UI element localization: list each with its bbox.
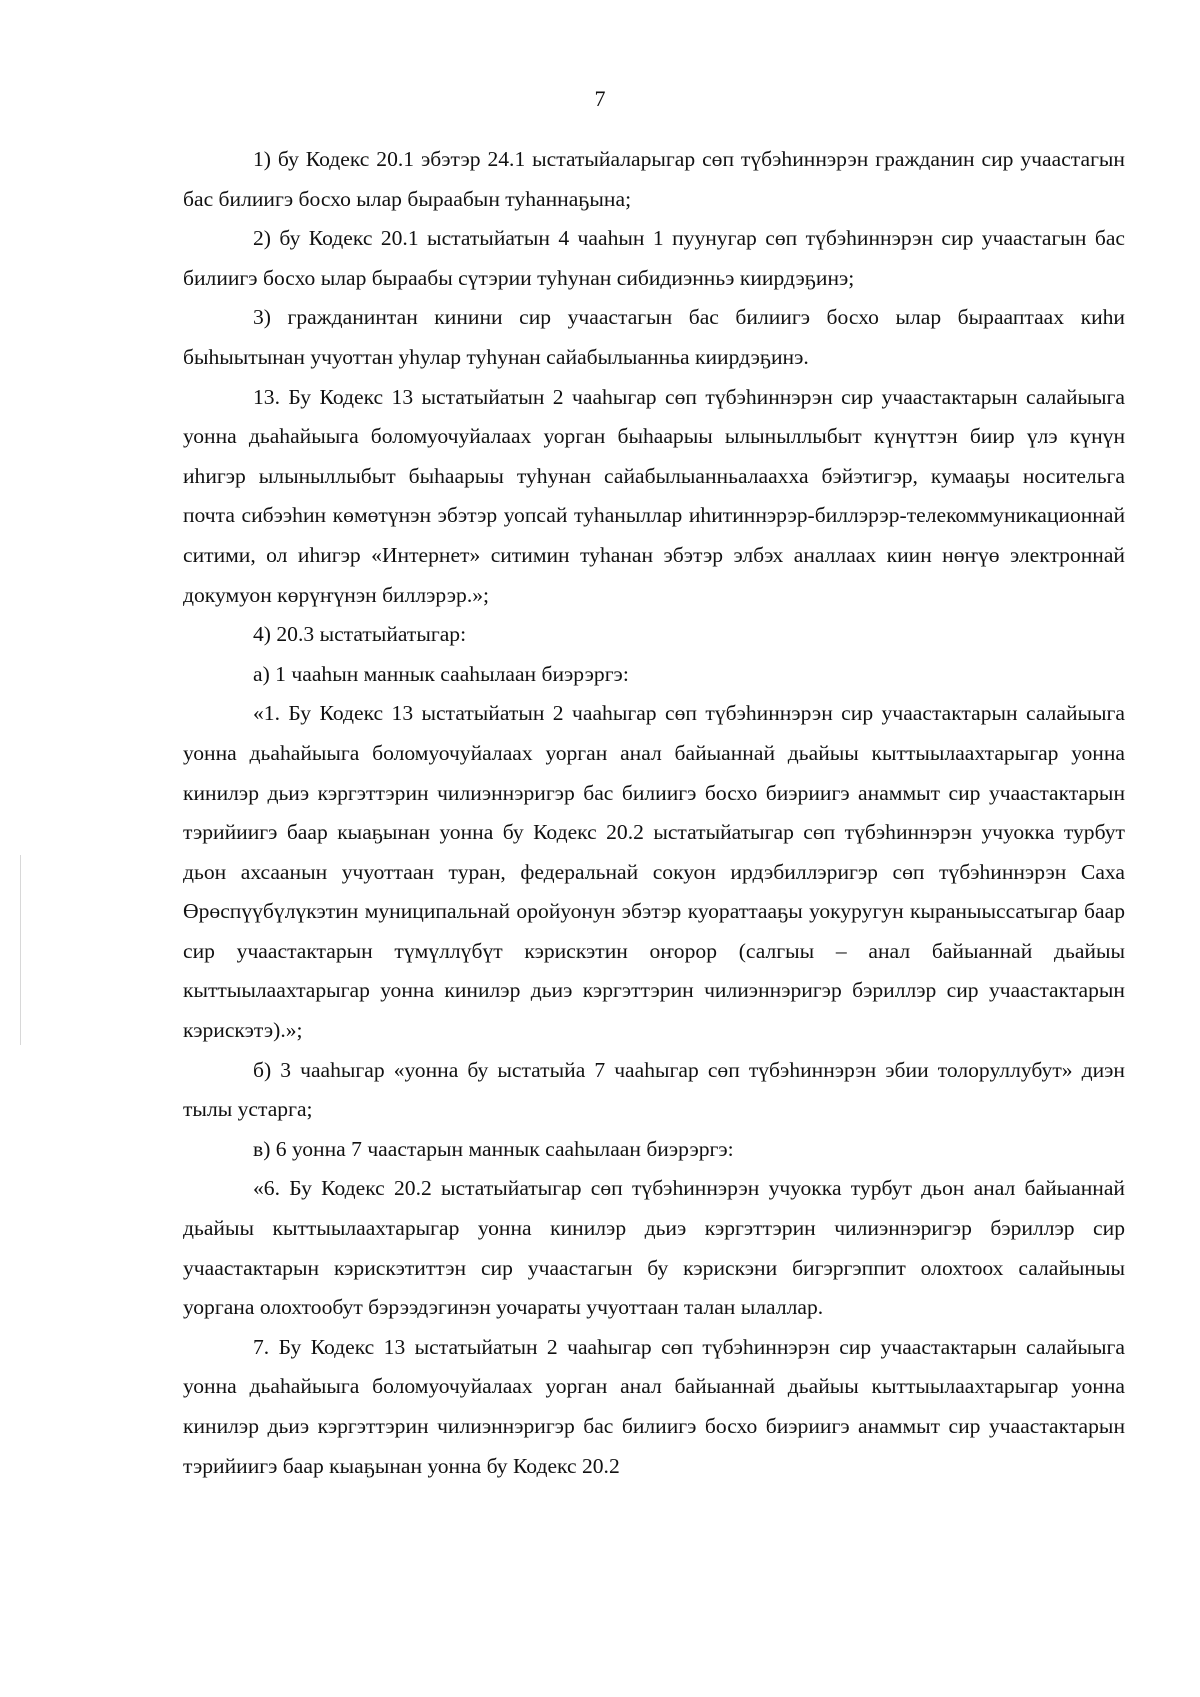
document-body bbox=[183, 140, 1125, 1486]
paragraph-item-1: 1) бу Кодекс 20.1 эбэтэр 24.1 ыстатыйаларыгар сөп түбэһиннэрэн гражданин сир учаастагын бас билиигэ босхо ылар быраабын туһаннаҕына; bbox=[183, 147, 1125, 211]
paragraph-part-6: «6. Бу Кодекс 20.2 ыстатыйатыгар сөп түбэһиннэрэн учуокка турбут дьон анал байыаннай дьайыы кыттыылаахтарыгар уонна кинилэр дьиэ кэргэттэрин чилиэннэригэр бэриллэр сир учаастактарын кэрискэтиттэн сир учаастагын бу кэрискэни бигэргэппит олохтоох салайыныы уоргана олохтообут бэрээдэгинэн уочараты учуоттаан талан ылаллар. bbox=[183, 1176, 1125, 1320]
paragraph-item-4: 4) 20.3 ыстатыйатыгар: bbox=[253, 622, 467, 647]
paragraph-subitem-b: б) 3 чааһыгар «уонна бу ыстатыйа 7 чааһыгар сөп түбэһиннэрэн эбии толоруллубут» диэн тылы устарга; bbox=[183, 1057, 1125, 1122]
paragraph-subitem-v: в) 6 уонна 7 чаастарын маннык сааһылаан биэрэргэ: bbox=[253, 1136, 734, 1161]
paragraph-part-1: «1. Бу Кодекс 13 ыстатыйатын 2 чааһыгар сөп түбэһиннэрэн сир учаастактарын салайыыга уонна дьаһайыыга боломуочуйалаах уорган анал байыаннай дьайыы кыттыылаахтарыгар уонна кинилэр дьиэ кэргэттэрин чилиэннэригэр бас билиигэ босхо биэриигэ анаммыт сир учаастактарын тэрийиигэ баар кыаҕынан уонна бу Кодекс 20.2 ыстатыйатыгар сөп түбэһиннэрэн учуокка турбут дьон ахсаанын учуоттаан туран, федеральнай сокуон ирдэбиллэригэр сөп түбэһиннэрэн Саха Өрөспүүбүлүкэтин муниципальнай оройуонун эбэтэр куораттааҕы уокуругун кыраныыссатыгар баар сир учаастактарын түмүллүбүт кэрискэтин оҥорор (салгыы – анал байыаннай дьайыы кыттыылаахтарыгар уонна кинилэр дьиэ кэргэттэрин чилиэннэригэр бэриллэр сир учаастактарын кэрискэтэ).»; bbox=[183, 701, 1125, 1043]
page-number: 7 bbox=[594, 86, 606, 111]
paragraph-subitem-a: а) 1 чааһын маннык сааһылаан биэрэргэ: bbox=[253, 661, 629, 686]
paragraph-article-13: 13. Бу Кодекс 13 ыстатыйатын 2 чааһыгар сөп түбэһиннэрэн сир учаастактарын салайыыга уонна дьаһайыыга боломуочуйалаах уорган быһаарыы ылыныллыбыт күнүттэн биир үлэ күнүн иһигэр ылыныллыбыт быһаарыы туһунан сайабылыанньалаахха бэйэтигэр, кумааҕы носительга почта сибээһин көмөтүнэн эбэтэр уопсай туһаныллар иһитиннэрэр-биллэрэр-телекоммуникационнай ситими, ол иһигэр «Интернет» ситимин туһанан эбэтэр элбэх аналлаах киин нөҥүө электроннай докумуон көрүҥүнэн биллэрэр.»; bbox=[183, 384, 1125, 607]
paragraph-item-3: 3) гражданинтан кинини сир учаастагын бас билиигэ босхо ылар бырааптаах киһи быһыытынан учуоттан уһулар туһунан сайабылыанньа киирдэҕинэ. bbox=[183, 305, 1125, 369]
scan-margin-line bbox=[20, 855, 21, 1045]
paragraph-item-2: 2) бу Кодекс 20.1 ыстатыйатын 4 чааһын 1 пуунугар сөп түбэһиннэрэн сир учаастагын бас билиигэ босхо ылар быраабы сүтэрии туһунан сибидиэнньэ киирдэҕинэ; bbox=[183, 226, 1125, 290]
paragraph-part-7: 7. Бу Кодекс 13 ыстатыйатын 2 чааһыгар сөп түбэһиннэрэн сир учаастактарын салайыыга уонна дьаһайыыга боломуочуйалаах уорган анал байыаннай дьайыы кыттыылаахтарыгар уонна кинилэр дьиэ кэргэттэрин чилиэннэригэр бас билиигэ босхо биэриигэ анаммыт сир учаастактарын тэрийиигэ баар кыаҕынан уонна бу Кодекс 20.2 bbox=[183, 1334, 1125, 1478]
